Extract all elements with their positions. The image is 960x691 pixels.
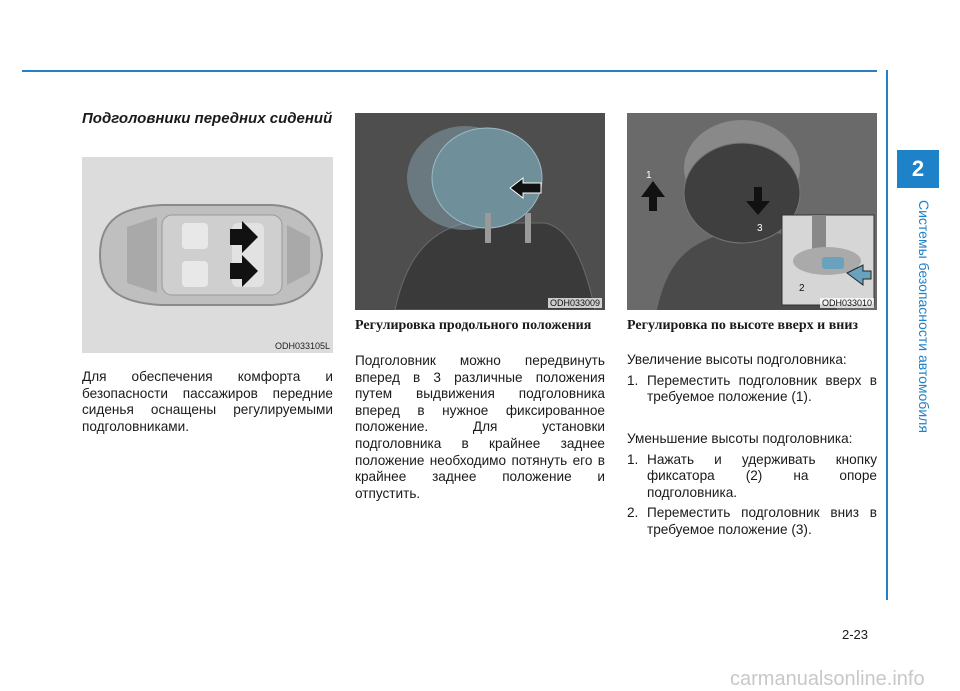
decrease-instructions: [627, 431, 877, 539]
side-rule: [886, 70, 888, 600]
decrease-title: Уменьшение высоты подголовника:: [627, 431, 853, 446]
step-text: Переместить подголовник вниз в требуемое положение (3).: [647, 505, 877, 537]
figure-code: ODH033009: [549, 298, 600, 308]
section-heading: Подголовники передних сидений: [82, 110, 333, 127]
section-heading: Регулировка продольного положения: [355, 318, 592, 333]
page-number: 2-23: [842, 627, 869, 642]
list-item: [627, 452, 877, 502]
chapter-title: Системы безопасности автомобиля: [916, 200, 932, 433]
step-number: 1.: [627, 451, 639, 467]
callout-3: 3: [757, 223, 763, 234]
section-heading: Регулировка по высоте вверх и вниз: [627, 318, 859, 333]
list-item: [627, 373, 877, 406]
intro-paragraph: Для обеспечения комфорта и безопасности пассажиров передние сиденья оснащены регулируемыми подголовниками.: [82, 369, 333, 434]
headrest-height-illustration: [627, 113, 877, 310]
step-number: 2.: [627, 505, 639, 521]
chapter-number: 2: [897, 150, 939, 188]
watermark: carmanualsonline.info: [730, 668, 925, 690]
figure-code: ODH033010: [821, 298, 872, 308]
step-text: Переместить подголовник вверх в требуемое положение (1).: [647, 372, 877, 405]
body-paragraph: Подголовник можно передвинуть вперед в 3 различные положения путем выдвижения подголовника вперед в нужное фиксированное положение. Для установки подголовника в крайнее заднее положение необходимо потянуть его в крайнее заднее положение и отпустить.: [355, 353, 605, 501]
figure-car-top-view: [82, 157, 333, 353]
headrest-forward-illustration: [355, 113, 605, 310]
top-rule: [22, 70, 877, 72]
callout-2: 2: [799, 283, 805, 294]
increase-title: Увеличение высоты подголовника:: [627, 352, 847, 367]
step-text: Нажать и удерживать кнопку фиксатора (2) на опоре подголовника.: [647, 451, 877, 500]
step-number: 1.: [627, 372, 639, 388]
figure-headrest-forward: [355, 113, 605, 310]
increase-instructions: [627, 352, 877, 406]
callout-1: 1: [646, 170, 652, 181]
car-top-view-illustration: [82, 157, 333, 353]
list-item: [627, 505, 877, 538]
figure-headrest-height: [627, 113, 877, 310]
figure-code: ODH033105L: [274, 341, 330, 351]
